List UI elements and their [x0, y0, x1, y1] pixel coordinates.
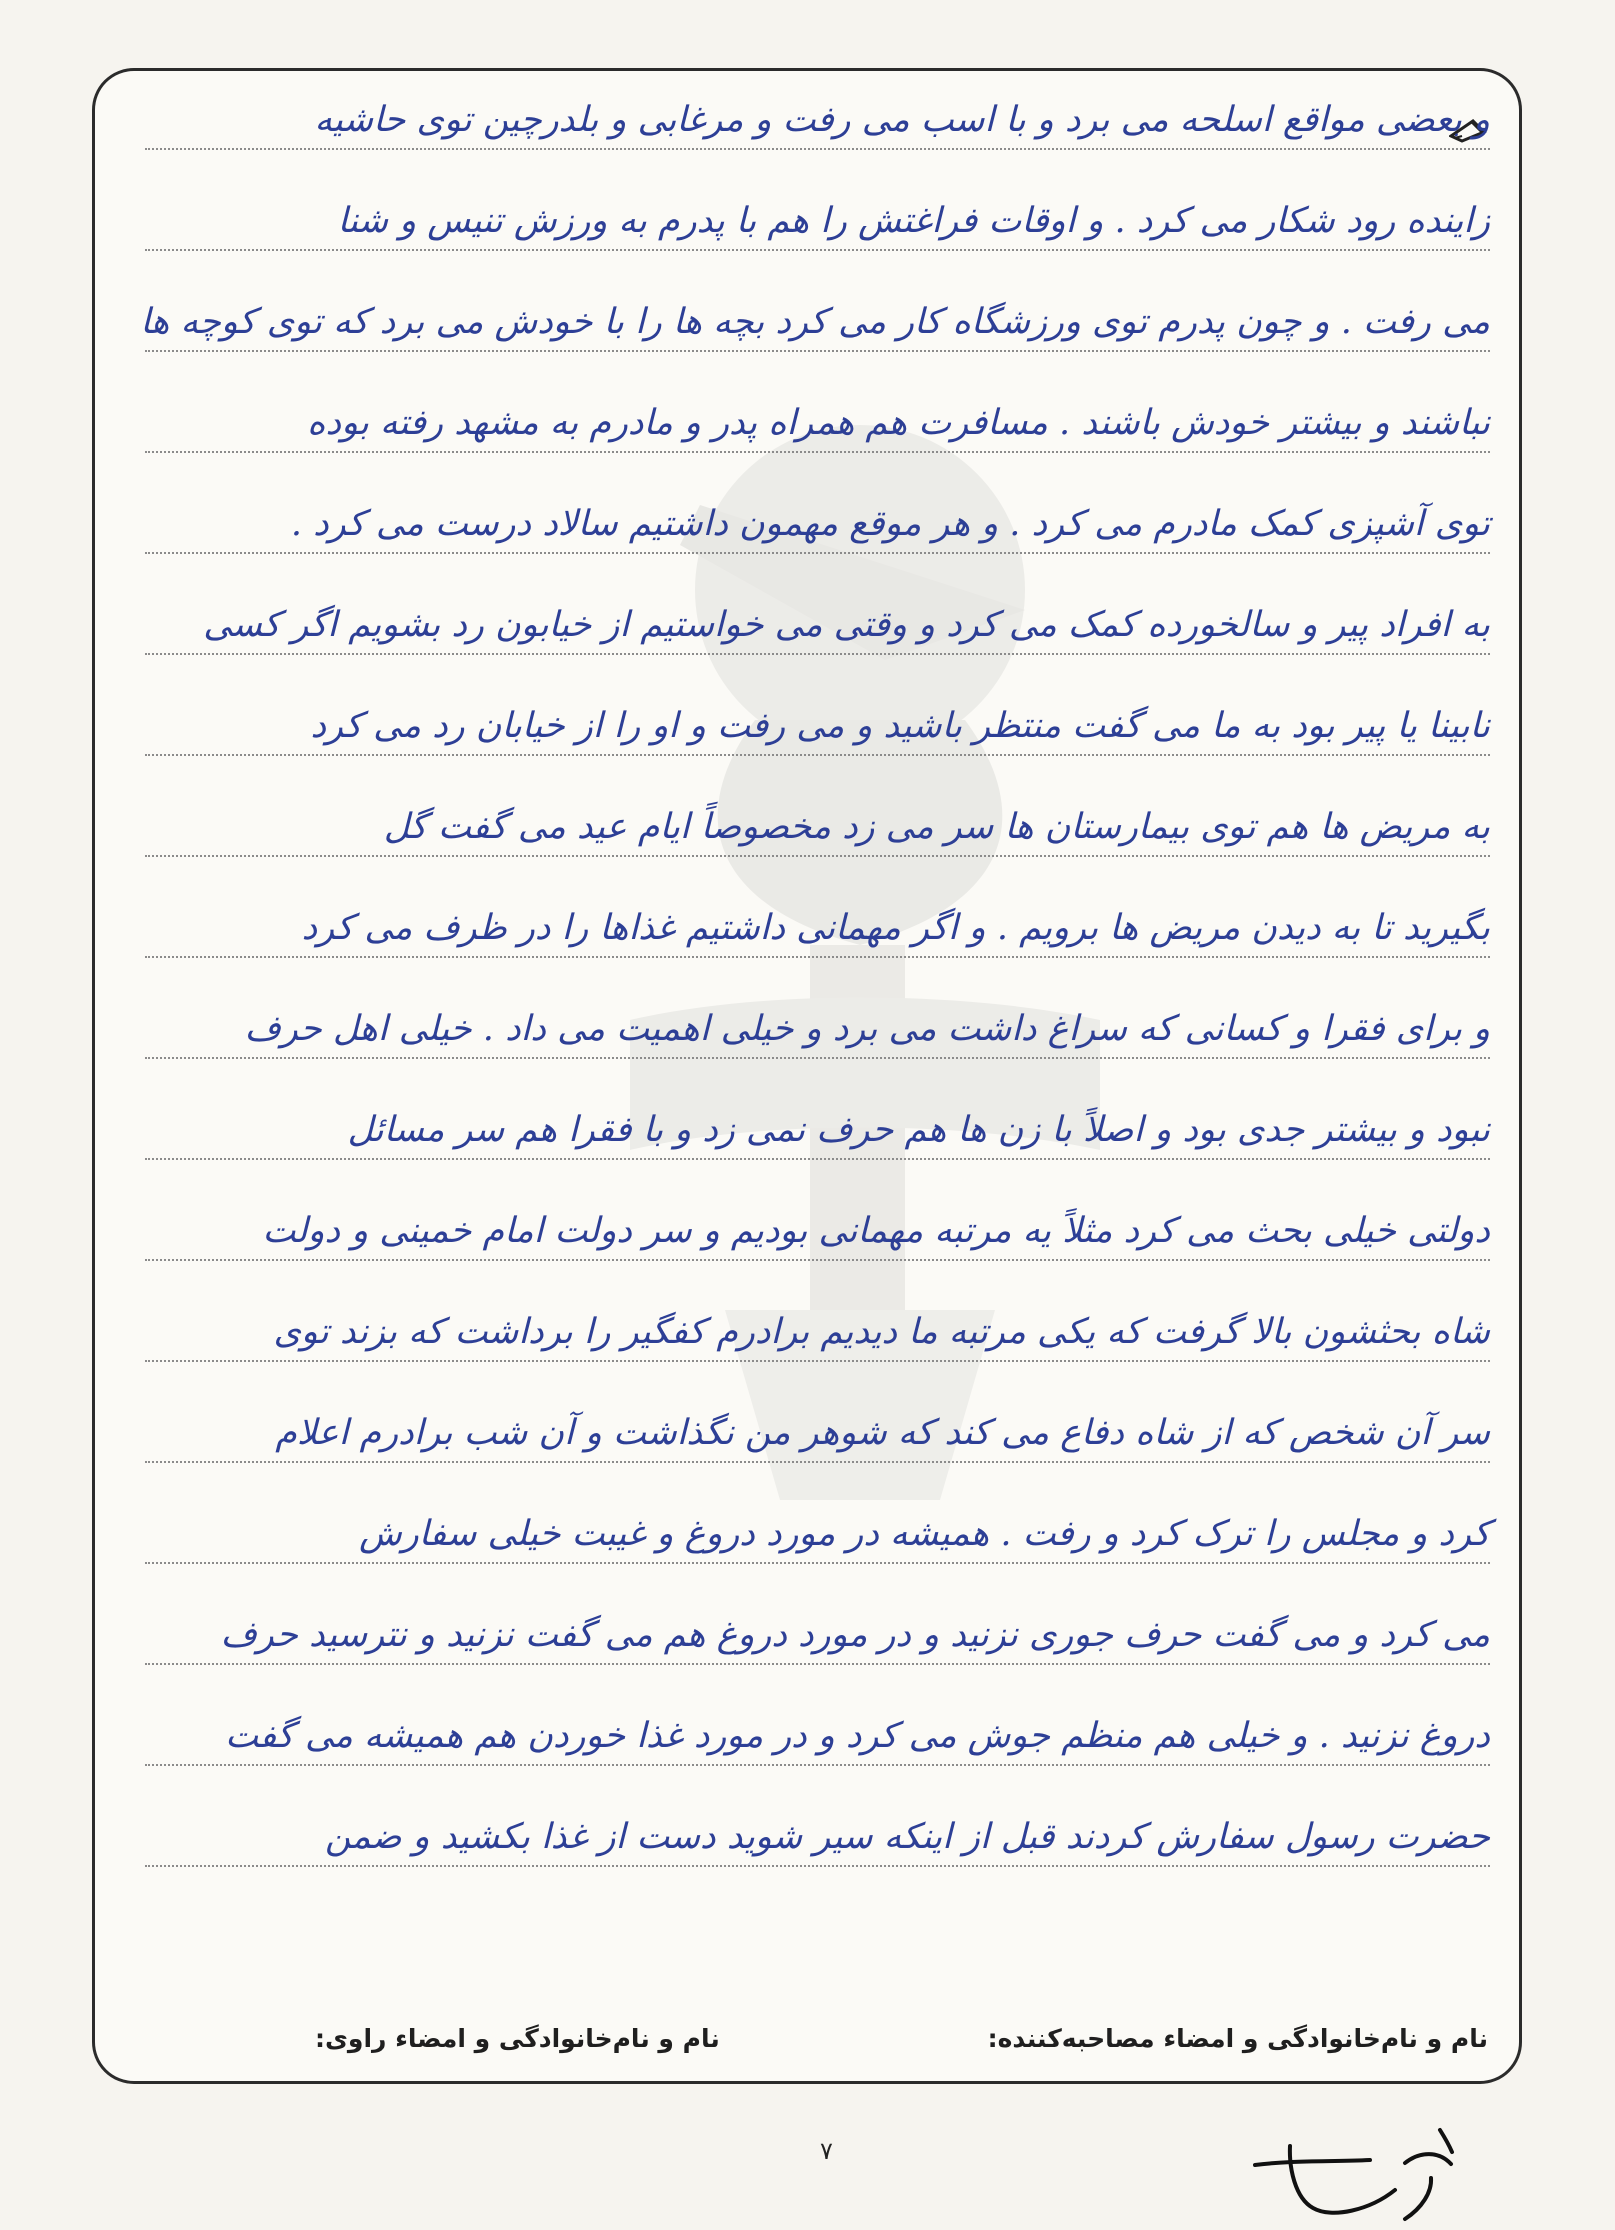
handwritten-line-2: [145, 181, 1490, 251]
handwritten-line-8: [145, 787, 1490, 857]
handwritten-line-3: [140, 282, 1490, 352]
handwritten-line-6: [145, 585, 1490, 655]
line-text: می کرد و می گفت حرف جوری نزنید و در مورد دروغ هم می گفت نزنید و نترسید حرف: [220, 1615, 1490, 1655]
handwritten-line-1: [145, 80, 1490, 150]
handwritten-line-11: [145, 1090, 1490, 1160]
handwritten-line-15: [145, 1494, 1490, 1564]
handwritten-line-5: [145, 484, 1490, 554]
line-text: به افراد پیر و سالخورده کمک می کرد و وقتی می خواستیم از خیابون رد بشویم اگر کسی: [203, 605, 1490, 645]
handwritten-line-10: [145, 989, 1490, 1059]
line-text: شاه بحثشون بالا گرفت که یکی مرتبه ما دیدیم برادرم کفگیر را برداشت که بزند توی: [273, 1312, 1490, 1352]
handwritten-line-13: [145, 1292, 1490, 1362]
handwritten-line-16: [145, 1595, 1490, 1665]
handwritten-line-12: [145, 1191, 1490, 1261]
handwritten-line-9: [145, 888, 1490, 958]
line-text: و برای فقرا و کسانی که سراغ داشت می برد و خیلی اهمیت می داد . خیلی اهل حرف: [244, 1009, 1490, 1049]
line-text: حضرت رسول سفارش کردند قبل از اینکه سیر شوید دست از غذا بکشید و ضمن: [324, 1817, 1490, 1857]
line-text: توی آشپزی کمک مادرم می کرد . و هر موقع مهمون داشتیم سالاد درست می کرد .: [290, 504, 1490, 544]
line-text: بگیرید تا به دیدن مریض ها برویم . و اگر مهمانی داشتیم غذاها را در ظرف می کرد: [301, 908, 1490, 948]
line-text: دروغ نزنید . و خیلی هم منظم جوش می کرد و در مورد غذا خوردن هم همیشه می گفت: [225, 1716, 1490, 1756]
line-text: می رفت . و چون پدرم توی ورزشگاه کار می کرد بچه ها را با خودش می برد که توی کوچه ها: [140, 302, 1490, 342]
handwritten-line-17: [145, 1696, 1490, 1766]
line-text: نبود و بیشتر جدی بود و اصلاً با زن ها هم حرف نمی زد و با فقرا هم سر مسائل: [347, 1110, 1490, 1150]
line-text: و بعضی مواقع اسلحه می برد و با اسب می رفت و مرغابی و بلدرچین توی حاشیه: [314, 100, 1490, 140]
page-number: ۷: [820, 2137, 833, 2165]
signature-mark: [1235, 2120, 1485, 2225]
interviewer-signature-label: نام و نام‌خانوادگی و امضاء مصاحبه‌کننده:: [987, 2024, 1488, 2053]
handwritten-line-7: [145, 686, 1490, 756]
line-text: به مریض ها هم توی بیمارستان ها سر می زد مخصوصاً ایام عید می گفت گل: [383, 807, 1490, 847]
handwritten-line-18: [145, 1797, 1490, 1867]
line-text: نباشند و بیشتر خودش باشند . مسافرت هم همراه پدر و مادرم به مشهد رفته بوده: [307, 403, 1490, 443]
handwritten-line-4: [145, 383, 1490, 453]
line-text: سر آن شخص که از شاه دفاع می کند که شوهر من نگذاشت و آن شب برادرم اعلام: [275, 1413, 1490, 1453]
line-text: زاینده رود شکار می کرد . و اوقات فراغتش را هم با پدرم به ورزش تنیس و شنا: [337, 201, 1490, 241]
line-text: دولتی خیلی بحث می کرد مثلاً یه مرتبه مهمانی بودیم و سر دولت امام خمینی و دولت: [262, 1211, 1490, 1251]
narrator-signature-label: نام و نام‌خانوادگی و امضاء راوی:: [315, 2024, 720, 2053]
handwritten-line-14: [145, 1393, 1490, 1463]
line-text: کرد و مجلس را ترک کرد و رفت . همیشه در مورد دروغ و غیبت خیلی سفارش: [359, 1514, 1490, 1554]
line-text: نابینا یا پیر بود به ما می گفت منتظر باشید و می رفت و او را از خیابان رد می کرد: [310, 706, 1490, 746]
